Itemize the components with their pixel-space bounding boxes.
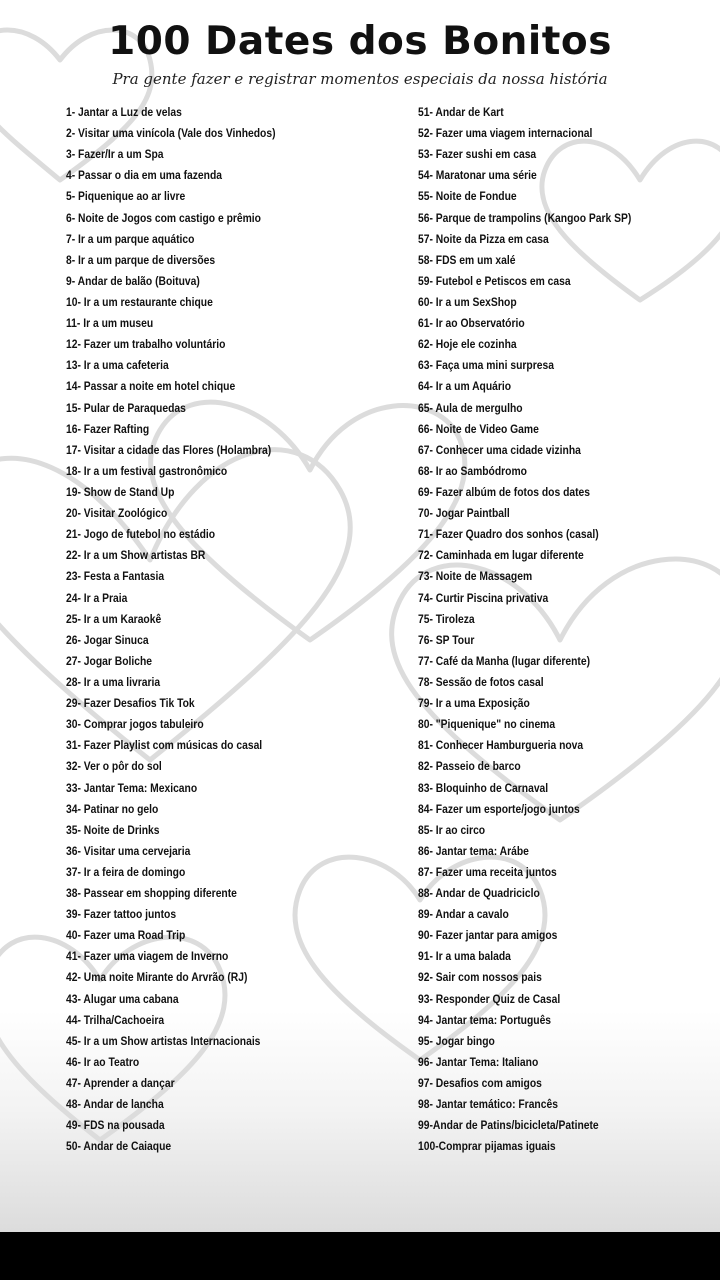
list-item: 33- Jantar Tema: Mexicano <box>66 780 198 795</box>
list-item: 89- Andar a cavalo <box>418 907 509 922</box>
list-item: 25- Ir a um Karaokê <box>66 611 162 626</box>
list-item: 7- Ir a um parque aquático <box>66 231 195 246</box>
list-item: 23- Festa a Fantasia <box>66 569 165 584</box>
list-item: 46- Ir ao Teatro <box>66 1054 140 1069</box>
list-item: 86- Jantar tema: Arábe <box>418 843 529 858</box>
list-item: 55- Noite de Fondue <box>418 189 517 204</box>
list-item: 14- Passar a noite em hotel chique <box>66 379 236 394</box>
list-item: 21- Jogo de futebol no estádio <box>66 527 216 542</box>
page-subtitle: Pra gente fazer e registrar momentos especiais da nossa história <box>112 70 608 88</box>
list-item: 29- Fazer Desafios Tik Tok <box>66 696 195 711</box>
list-item: 15- Pular de Paraquedas <box>66 400 186 415</box>
list-item: 69- Fazer albúm de fotos dos dates <box>418 484 591 499</box>
list-item: 71- Fazer Quadro dos sonhos (casal) <box>418 527 599 542</box>
list-item: 51- Andar de Kart <box>418 105 504 119</box>
list-item: 39- Fazer tattoo juntos <box>66 907 177 922</box>
list-item: 17- Visitar a cidade das Flores (Holambra) <box>66 442 272 457</box>
list-item: 64- Ir a um Aquário <box>418 379 512 394</box>
list-item: 90- Fazer jantar para amigos <box>418 928 558 943</box>
list-item: 92- Sair com nossos pais <box>418 970 542 985</box>
list-item: 3- Fazer/Ir a um Spa <box>66 147 164 162</box>
list-item: 83- Bloquinho de Carnaval <box>418 780 549 795</box>
list-item: 75- Tiroleza <box>418 611 475 626</box>
list-item: 66- Noite de Video Game <box>418 421 539 436</box>
list-item: 13- Ir a uma cafeteria <box>66 358 169 373</box>
list-item: 80- "Piquenique" no cinema <box>418 717 556 732</box>
date-list-right <box>418 102 666 1157</box>
list-item: 2- Visitar uma vinícola (Vale dos Vinhedos) <box>66 126 276 141</box>
list-item: 24- Ir a Praia <box>66 590 128 605</box>
list-item: 5- Piquenique ao ar livre <box>66 189 186 204</box>
list-item: 85- Ir ao circo <box>418 822 486 837</box>
list-item: 32- Ver o pôr do sol <box>66 759 162 774</box>
list-item: 100-Comprar pijamas iguais <box>418 1139 556 1154</box>
list-item: 43- Alugar uma cabana <box>66 991 179 1006</box>
list-item: 31- Fazer Playlist com músicas do casal <box>66 738 263 753</box>
list-item: 6- Noite de Jogos com castigo e prêmio <box>66 210 261 225</box>
list-item: 82- Passeio de barco <box>418 759 521 774</box>
list-item: 94- Jantar tema: Português <box>418 1012 552 1027</box>
list-item: 40- Fazer uma Road Trip <box>66 928 186 943</box>
list-item: 30- Comprar jogos tabuleiro <box>66 717 204 732</box>
list-item: 19- Show de Stand Up <box>66 484 175 499</box>
list-item: 67- Conhecer uma cidade vizinha <box>418 442 581 457</box>
list-item: 41- Fazer uma viagem de Inverno <box>66 949 229 964</box>
list-item: 97- Desafios com amigos <box>418 1076 542 1091</box>
list-item: 18- Ir a um festival gastronômico <box>66 463 228 478</box>
list-item: 60- Ir a um SexShop <box>418 294 517 309</box>
list-item: 57- Noite da Pizza em casa <box>418 231 549 246</box>
list-item: 88- Andar de Quadriciclo <box>418 886 540 901</box>
page-title: 100 Dates dos Bonitos <box>108 19 612 64</box>
list-item: 28- Ir a uma livraria <box>66 674 161 689</box>
list-item: 9- Andar de balão (Boituva) <box>66 273 200 288</box>
list-item: 76- SP Tour <box>418 632 475 647</box>
list-item: 74- Curtir Piscina privativa <box>418 590 549 605</box>
list-item: 44- Trilha/Cachoeira <box>66 1012 165 1027</box>
list-item: 61- Ir ao Observatório <box>418 316 525 331</box>
list-item: 98- Jantar temático: Francês <box>418 1097 558 1112</box>
list-item: 91- Ir a uma balada <box>418 949 511 964</box>
list-item: 16- Fazer Rafting <box>66 421 150 436</box>
list-item: 11- Ir a um museu <box>66 316 154 331</box>
list-item: 93- Responder Quiz de Casal <box>418 991 561 1006</box>
list-item: 4- Passar o dia em uma fazenda <box>66 168 223 183</box>
list-item: 35- Noite de Drinks <box>66 822 160 837</box>
list-item: 49- FDS na pousada <box>66 1118 165 1133</box>
list-item: 50- Andar de Caiaque <box>66 1139 172 1154</box>
list-item: 52- Fazer uma viagem internacional <box>418 126 593 141</box>
list-item: 8- Ir a um parque de diversões <box>66 252 216 267</box>
list-item: 45- Ir a um Show artistas Internacionais <box>66 1033 261 1048</box>
list-item: 34- Patinar no gelo <box>66 801 159 816</box>
list-item: 99-Andar de Patins/bicicleta/Patinete <box>418 1118 599 1133</box>
list-item: 68- Ir ao Sambódromo <box>418 463 527 478</box>
list-item: 87- Fazer uma receita juntos <box>418 864 557 879</box>
list-item: 79- Ir a uma Exposição <box>418 696 530 711</box>
list-item: 62- Hoje ele cozinha <box>418 337 517 352</box>
list-item: 59- Futebol e Petiscos em casa <box>418 273 571 288</box>
list-item: 78- Sessão de fotos casal <box>418 674 544 689</box>
list-item: 42- Uma noite Mirante do Arvrão (RJ) <box>66 970 248 985</box>
list-item: 84- Fazer um esporte/jogo juntos <box>418 801 580 816</box>
list-item: 65- Aula de mergulho <box>418 400 523 415</box>
list-item: 26- Jogar Sinuca <box>66 632 149 647</box>
list-item: 22- Ir a um Show artistas BR <box>66 548 206 563</box>
list-item: 10- Ir a um restaurante chique <box>66 294 213 309</box>
date-list-left <box>66 102 310 1157</box>
list-item: 95- Jogar bingo <box>418 1033 495 1048</box>
list-item: 36- Visitar uma cervejaria <box>66 843 191 858</box>
list-item: 54- Maratonar uma série <box>418 168 537 183</box>
list-item: 37- Ir a feira de domingo <box>66 864 186 879</box>
list-item: 73- Noite de Massagem <box>418 569 533 584</box>
list-item: 72- Caminhada em lugar diferente <box>418 548 584 563</box>
list-item: 12- Fazer um trabalho voluntário <box>66 337 226 352</box>
bottom-bar <box>0 1232 720 1280</box>
list-item: 27- Jogar Boliche <box>66 653 153 668</box>
list-item: 38- Passear em shopping diferente <box>66 886 237 901</box>
list-item: 58- FDS em um xalé <box>418 252 516 267</box>
list-item: 20- Visitar Zoológico <box>66 506 168 521</box>
list-item: 96- Jantar Tema: Italiano <box>418 1054 539 1069</box>
list-item: 77- Café da Manha (lugar diferente) <box>418 653 591 668</box>
list-item: 1- Jantar a Luz de velas <box>66 105 182 119</box>
list-item: 47- Aprender a dançar <box>66 1076 175 1091</box>
list-item: 81- Conhecer Hamburgueria nova <box>418 738 584 753</box>
list-item: 70- Jogar Paintball <box>418 506 510 521</box>
list-item: 56- Parque de trampolins (Kangoo Park SP) <box>418 210 632 225</box>
list-item: 53- Fazer sushi em casa <box>418 147 537 162</box>
list-item: 48- Andar de lancha <box>66 1097 164 1112</box>
list-item: 63- Faça uma mini surpresa <box>418 358 554 373</box>
